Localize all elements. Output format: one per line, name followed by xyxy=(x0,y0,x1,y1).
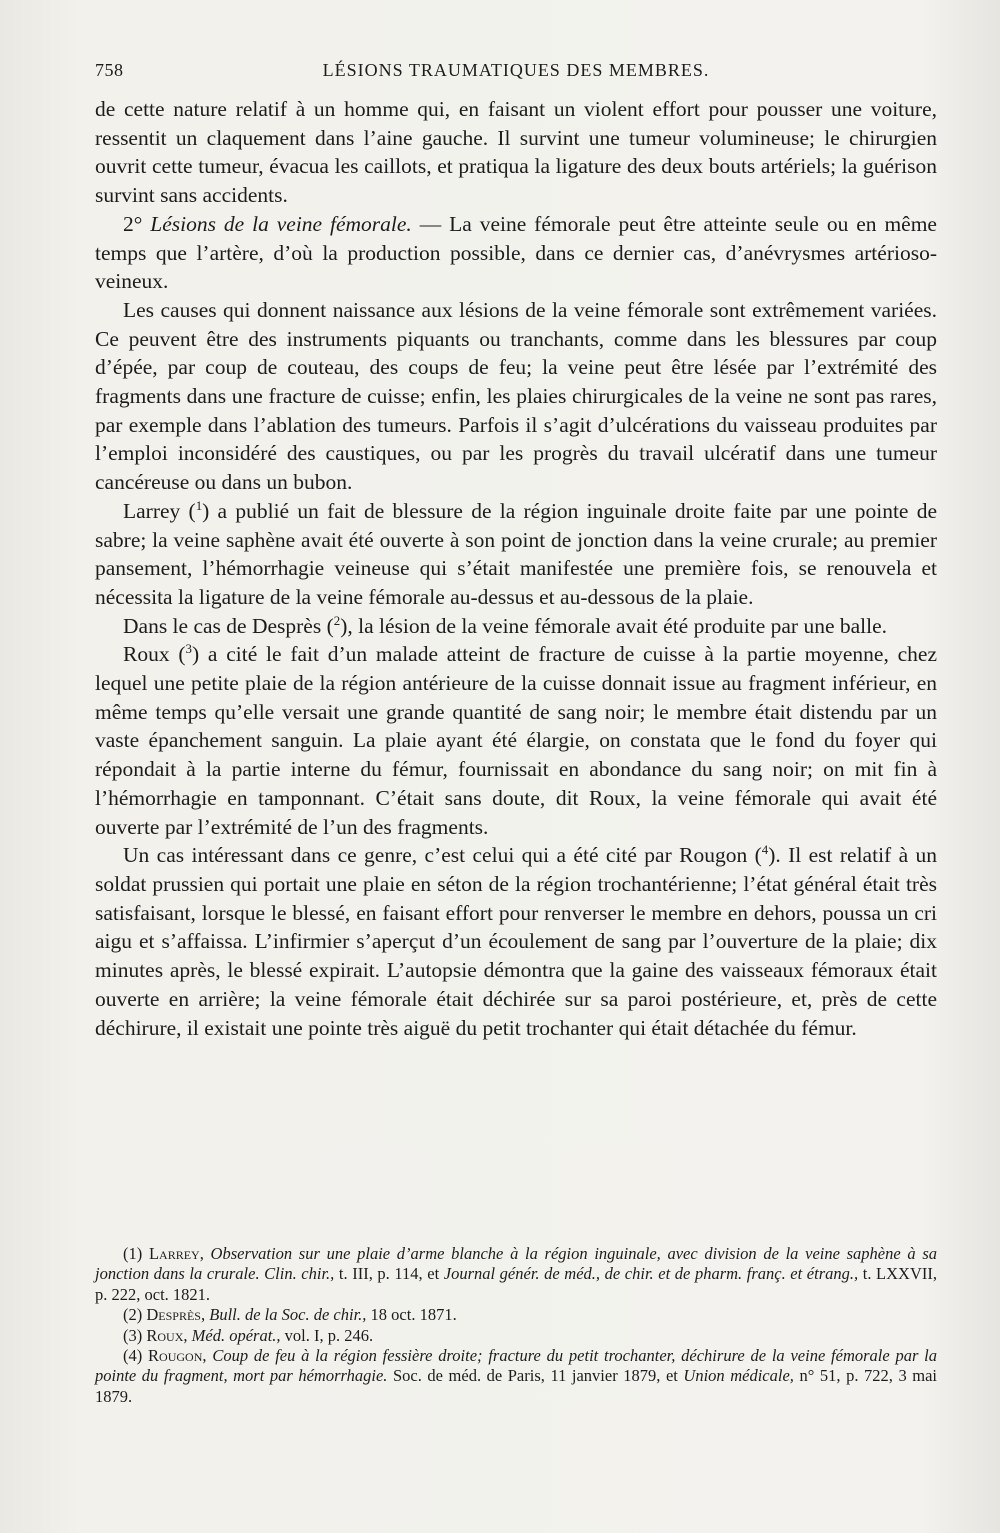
footnote: (2) Desprès, Bull. de la Soc. de chir., 18 oct. 1871. xyxy=(123,1305,457,1325)
footnotes xyxy=(95,1244,937,1407)
footnote-author: Larrey, xyxy=(148,1244,204,1263)
paragraph: de cette nature relatif à un homme qui, en faisant un violent effort pour pousser une voiture, ressentit un claquement dans l’aine gauche. Il survint une tumeur volumineuse; le chirurgien ouvrit cette tumeur, évacua les caillots, et pratiqua la ligature des deux bouts artériels; la guérison survint sans accidents. xyxy=(95,97,937,208)
footnote-ref[interactable]: 3 xyxy=(185,642,192,657)
paragraph: Dans le cas de Desprès ($^2$), la lésion de la veine fémorale avait été produite par une balle. xyxy=(123,613,888,638)
page-header xyxy=(95,60,937,88)
footnote: (4) Rougon, Coup de feu à la région fessière droite; fracture du petit trochanter, déchirure de la veine fémorale par la pointe du fragment, mort par hémorrhagie. Soc. de méd. de Paris, 11 janvier 1879, et Union médicale, n° 51, p. 722, 3 mai 1879. xyxy=(95,1346,938,1406)
footnote-ref[interactable]: 2 xyxy=(333,613,341,628)
paragraph: Les causes qui donnent naissance aux lésions de la veine fémorale sont extrêmement variées. Ce peuvent être des instruments piquants ou tranchants, comme dans les blessures par coup d’épée, par coup de couteau, des coups de feu; la veine peut être lésée par l’extrémité des fragments dans une fracture de cuisse; enfin, les plaies chirurgicales de la veine ne sont pas rares, par exemple dans l’ablation des tumeurs. Parfois il s’agit d’ulcérations du vaisseau produites par l’emploi inconsidéré des caustiques, ou par les progrès du travail ulcératif dans une tumeur cancéreuse ou dans un bubon. xyxy=(95,297,937,495)
footnote-ref[interactable]: 4 xyxy=(761,843,769,858)
page-number: 758 xyxy=(95,60,124,80)
paragraph: Un cas intéressant dans ce genre, c’est celui qui a été cité par Rougon ($^4$). Il est relatif à un soldat prussien qui portait une plaie en séton de la région trochantérienne; l’état général était très satisfaisant, lorsque le blessé, en faisant effort pour renverser le membre en dehors, poussa un cri aigu et s’affaissa. L’infirmier s’aperçut d’un écoulement de sang par l’ouverture de la plaie; dix minutes après, le blessé expirait. L’autopsie démontra que la gaine des vaisseaux fémoraux était ouverte en arrière; la veine fémorale était déchirée sur sa paroi postérieure, et, près de cette déchirure, il existait une pointe très aiguë du petit trochanter qui était détachée du fémur. xyxy=(95,843,938,1040)
footnote-author: Rougon, xyxy=(148,1346,207,1366)
footnote: (3) Roux, Méd. opérat., vol. I, p. 246. xyxy=(123,1325,374,1345)
paragraph: Roux ($^3$) a cité le fait d’un malade atteint de fracture de cuisse à la partie moyenne, chez lequel une petite plaie de la région antérieure de la cuisse donnait issue au fragment inférieur, en même temps qu’elle versait une grande quantité de sang noir; le membre était distendu par un vaste épanchement sanguin. La plaie ayant été élargie, on constata que le fond du foyer qui répondait à la partie interne du fémur, fournissait en abondance du sang noir; on mit fin à l’hémorrhagie en tamponnant. C’était sans doute, dit Roux, la veine fémorale qui avait été ouverte par l’extrémité de l’un des fragments. xyxy=(95,642,938,839)
section-heading: Lésions de la veine fémorale. xyxy=(150,211,412,236)
footnote-ref[interactable]: 1 xyxy=(195,498,203,513)
section-paragraph: 2° Lésions de la veine fémorale. — La veine fémorale peut être atteinte seule ou en même temps que l’artère, d’où la production possible, dans ce dernier cas, d’anévrysmes artérioso-veineux. xyxy=(95,211,937,294)
main-text xyxy=(95,95,937,1042)
paragraph: Larrey ($^1$) a publié un fait de blessure de la région inguinale droite faite par une pointe de sabre; la veine saphène avait été ouverte à son point de jonction dans la veine crurale; au premier pansement, l’hémorrhagie veineuse qui s’était manifestée une première fois, se renouvela et nécessita la ligature de la veine fémorale au-dessus et au-dessous de la plaie. xyxy=(95,498,937,609)
footnote: (1) Larrey, Observation sur une plaie d’arme blanche à la région inguinale, avec division de la veine saphène à sa jonction dans la crurale. Clin. chir., t. III, p. 114, et Journal génér. de méd., de chir. et de pharm. franç. et étrang., t. LXXVII, p. 222, oct. 1821. xyxy=(95,1244,938,1304)
footnote-author: Roux, xyxy=(146,1325,188,1345)
footnote-author: Desprès, xyxy=(146,1305,206,1325)
running-title: LÉSIONS TRAUMATIQUES DES MEMBRES. xyxy=(322,60,710,80)
